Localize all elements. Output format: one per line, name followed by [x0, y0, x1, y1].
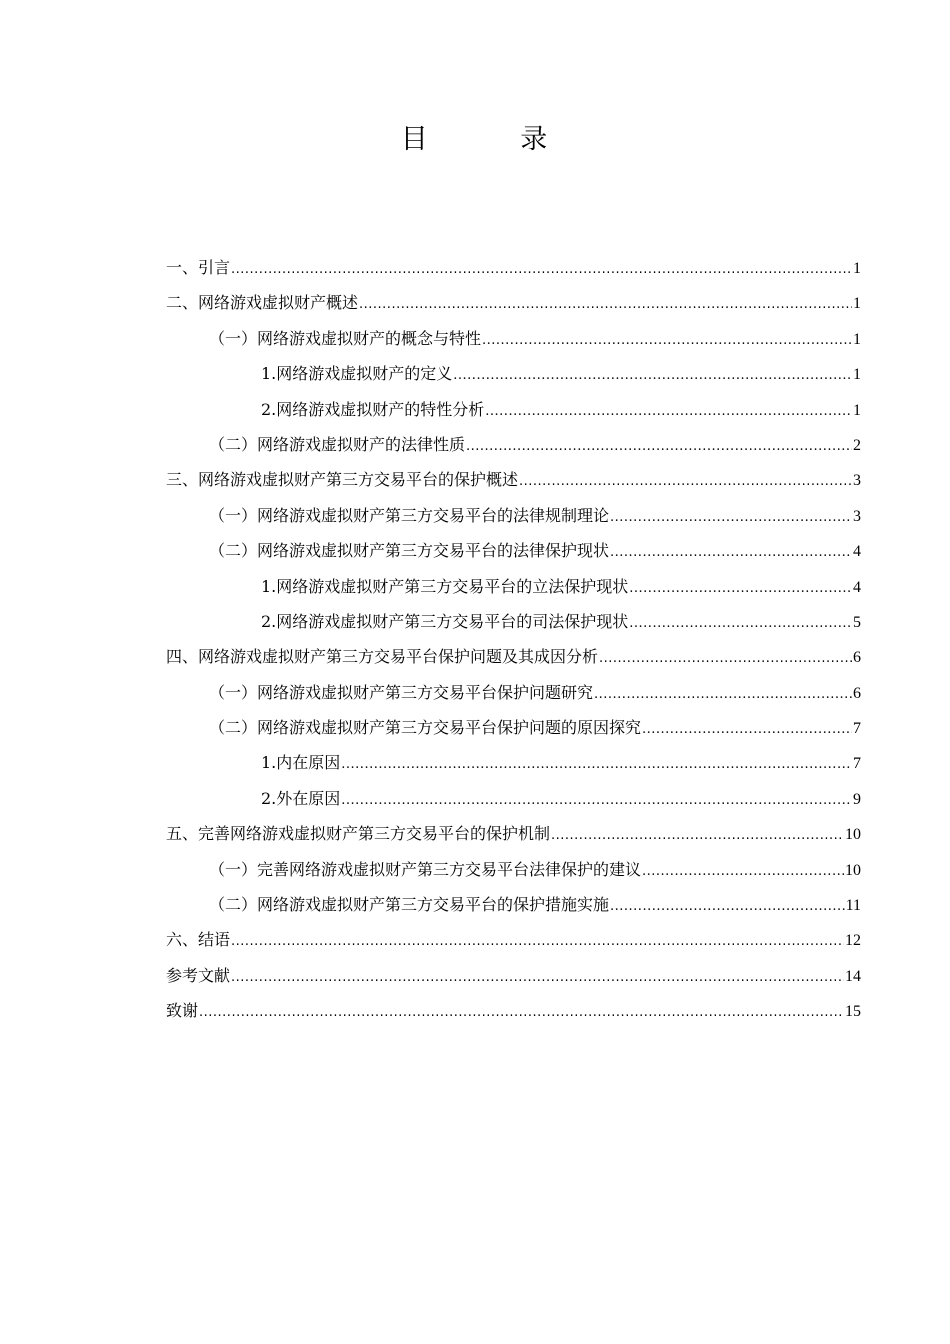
toc-entry[interactable]	[166, 427, 861, 462]
toc-entry-text: 三、网络游戏虚拟财产第三方交易平台的保护概述	[166, 470, 519, 490]
toc-page-number: 1	[853, 366, 861, 384]
toc-page-number: 1	[853, 260, 861, 277]
toc-entry-text: （二）网络游戏虚拟财产的法律性质	[209, 434, 466, 454]
toc-page-number: 9	[853, 790, 861, 808]
toc-entry[interactable]	[166, 392, 861, 427]
table-of-contents	[166, 250, 861, 1029]
toc-entry[interactable]	[166, 710, 861, 745]
dot-leader	[482, 323, 852, 358]
toc-page-number: 1	[853, 295, 861, 313]
toc-entry-text: 致谢	[166, 1001, 199, 1021]
dot-leader	[629, 606, 852, 641]
dot-leader	[610, 889, 845, 924]
toc-entry[interactable]	[166, 533, 861, 568]
toc-entry[interactable]	[166, 887, 861, 922]
toc-entry-text: 2.网络游戏虚拟财产第三方交易平台的司法保护现状	[261, 611, 629, 631]
toc-page-number: 5	[853, 613, 861, 631]
dot-leader	[485, 394, 852, 429]
toc-page-number: 3	[853, 507, 861, 525]
toc-page-number: 11	[845, 897, 861, 915]
toc-entry[interactable]	[166, 250, 861, 285]
dot-leader	[610, 500, 852, 535]
toc-page-number: 1	[853, 330, 861, 348]
toc-entry[interactable]	[166, 462, 861, 497]
toc-page-number: 14	[845, 967, 861, 985]
toc-entry-text: （一）网络游戏虚拟财产第三方交易平台的法律规制理论	[209, 505, 610, 525]
dot-leader	[610, 535, 852, 570]
toc-page-number: 4	[853, 578, 861, 596]
dot-leader	[359, 287, 852, 322]
dot-leader	[551, 818, 844, 853]
toc-entry-text: （二）网络游戏虚拟财产第三方交易平台的法律保护现状	[209, 541, 610, 561]
toc-entry-text: 二、网络游戏虚拟财产概述	[166, 293, 359, 313]
dot-leader	[341, 747, 852, 782]
toc-entry[interactable]	[166, 745, 861, 780]
toc-entry[interactable]	[166, 285, 861, 320]
toc-page-number: 1	[853, 401, 861, 419]
toc-entry-text: 1.网络游戏虚拟财产第三方交易平台的立法保护现状	[261, 576, 629, 596]
toc-entry-text: 一、引言	[166, 258, 231, 277]
toc-entry-text: 五、完善网络游戏虚拟财产第三方交易平台的保护机制	[166, 824, 551, 844]
toc-entry[interactable]	[166, 498, 861, 533]
toc-entry[interactable]	[166, 993, 861, 1028]
dot-leader	[519, 464, 852, 499]
toc-title: 目 录	[400, 124, 590, 155]
toc-page-number: 12	[845, 932, 861, 950]
toc-entry-text: 参考文献	[166, 965, 231, 985]
toc-entry-text: 1.内在原因	[261, 753, 341, 773]
dot-leader	[231, 252, 852, 287]
toc-entry-text: （二）网络游戏虚拟财产第三方交易平台的保护措施实施	[209, 895, 610, 915]
toc-entry-text: 六、结语	[166, 930, 231, 950]
dot-leader	[453, 358, 852, 393]
toc-page-number: 4	[853, 543, 861, 561]
toc-entry[interactable]	[166, 639, 861, 674]
toc-entry[interactable]	[166, 816, 861, 851]
dot-leader	[599, 641, 852, 676]
dot-leader	[629, 571, 852, 606]
toc-page-number: 2	[853, 436, 861, 454]
toc-page-number: 10	[845, 861, 861, 879]
dot-leader	[231, 960, 844, 995]
toc-entry[interactable]	[166, 356, 861, 391]
toc-entry[interactable]	[166, 675, 861, 710]
toc-entry-text: 2.外在原因	[261, 788, 341, 808]
toc-page-number: 15	[845, 1003, 861, 1021]
toc-entry-text: （一）网络游戏虚拟财产第三方交易平台保护问题研究	[209, 682, 594, 702]
toc-page-number: 7	[853, 755, 861, 773]
toc-entry-text: （二）网络游戏虚拟财产第三方交易平台保护问题的原因探究	[209, 718, 642, 738]
dot-leader	[231, 924, 844, 959]
dot-leader	[642, 712, 852, 747]
toc-page-number: 3	[853, 472, 861, 490]
toc-page-number: 7	[853, 720, 861, 738]
toc-entry-text: （一）完善网络游戏虚拟财产第三方交易平台法律保护的建议	[209, 859, 642, 879]
toc-page-number: 6	[853, 684, 861, 702]
toc-entry-text: 1.网络游戏虚拟财产的定义	[261, 364, 453, 384]
dot-leader	[199, 995, 844, 1030]
toc-entry[interactable]	[166, 852, 861, 887]
toc-entry-text: 2.网络游戏虚拟财产的特性分析	[261, 399, 485, 419]
dot-leader	[594, 677, 852, 712]
dot-leader	[466, 429, 852, 464]
toc-entry[interactable]	[166, 604, 861, 639]
toc-page-number: 10	[845, 826, 861, 844]
toc-entry[interactable]	[166, 958, 861, 993]
toc-entry[interactable]	[166, 781, 861, 816]
dot-leader	[642, 854, 844, 889]
toc-page-number: 6	[853, 649, 861, 667]
toc-entry[interactable]	[166, 922, 861, 957]
toc-entry[interactable]	[166, 569, 861, 604]
toc-entry-text: （一）网络游戏虚拟财产的概念与特性	[209, 328, 482, 348]
toc-entry-text: 四、网络游戏虚拟财产第三方交易平台保护问题及其成因分析	[166, 647, 599, 667]
toc-entry[interactable]	[166, 321, 861, 356]
dot-leader	[341, 783, 852, 818]
